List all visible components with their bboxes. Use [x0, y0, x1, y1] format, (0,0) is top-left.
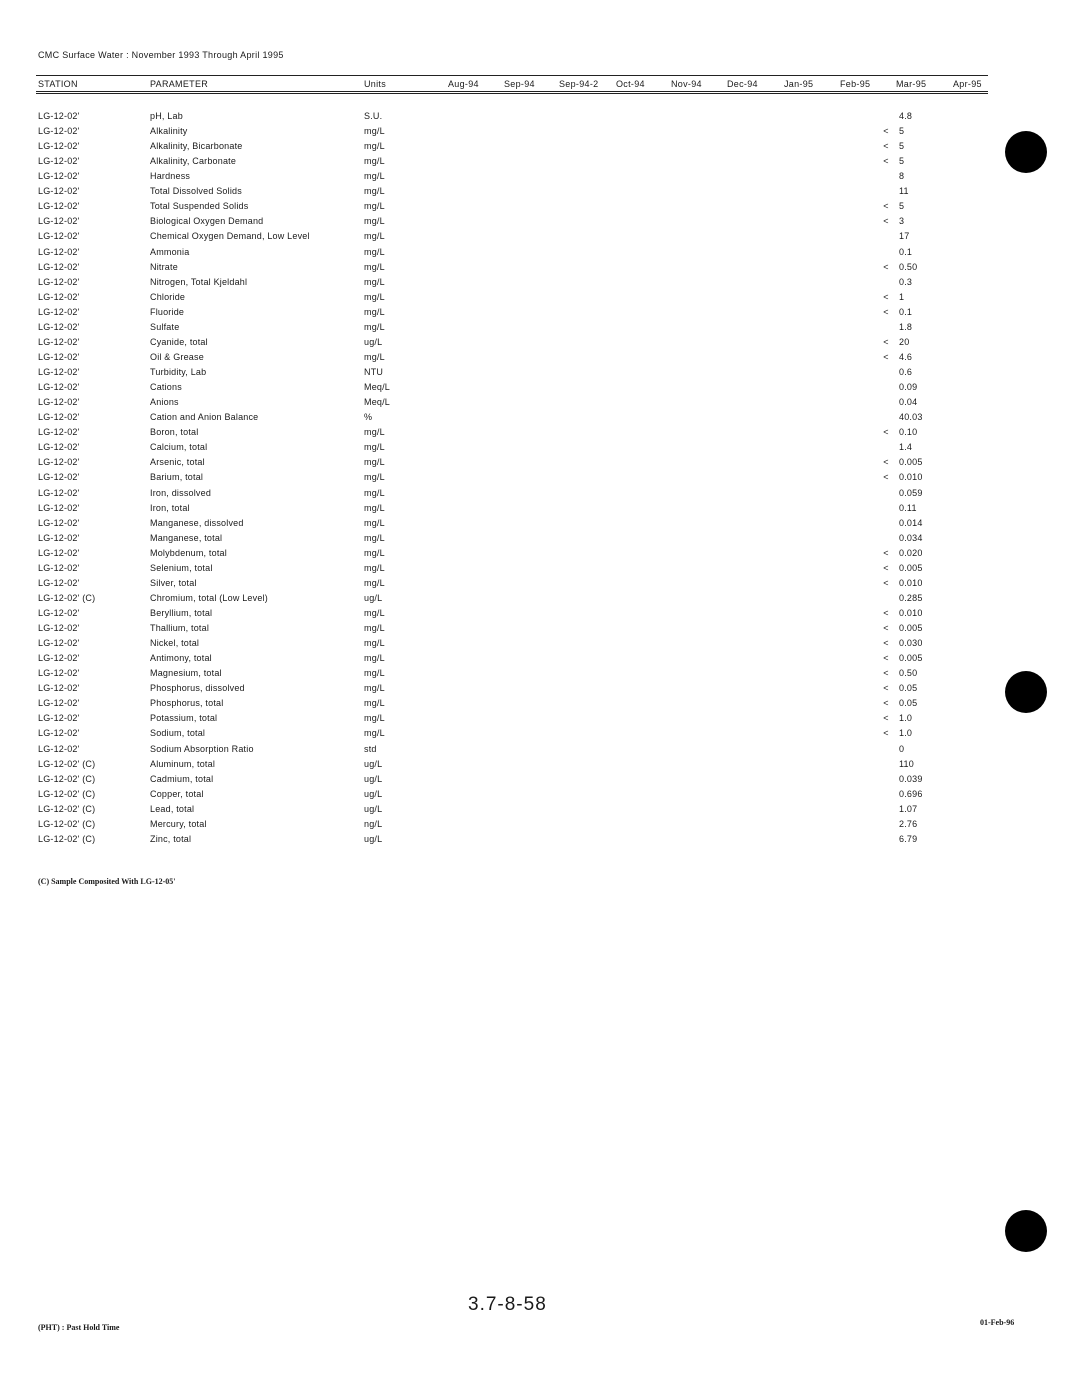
- station-cell: LG-12-02': [38, 638, 80, 649]
- qualifier-cell: <: [883, 156, 889, 167]
- station-cell: LG-12-02': [38, 397, 80, 408]
- units-cell: mg/L: [364, 457, 385, 468]
- qualifier-cell: <: [883, 698, 889, 709]
- value-cell: 0.010: [899, 577, 923, 588]
- units-cell: Meq/L: [364, 382, 391, 393]
- station-cell: LG-12-02': [38, 562, 80, 573]
- units-cell: mg/L: [364, 532, 385, 543]
- parameter-cell: Oil & Grease: [150, 351, 204, 362]
- table-row: [0, 819, 1068, 834]
- units-cell: mg/L: [364, 427, 385, 438]
- qualifier-cell: <: [883, 562, 889, 573]
- station-cell: LG-12-02': [38, 126, 80, 137]
- station-cell: LG-12-02': [38, 728, 80, 739]
- parameter-cell: Boron, total: [150, 427, 199, 438]
- table-row: [0, 488, 1068, 503]
- parameter-cell: Antimony, total: [150, 653, 212, 664]
- qualifier-cell: <: [883, 653, 889, 664]
- units-cell: mg/L: [364, 683, 385, 694]
- parameter-cell: Nitrogen, Total Kjeldahl: [150, 276, 248, 287]
- station-cell: LG-12-02': [38, 427, 80, 438]
- table-row: [0, 518, 1068, 533]
- units-cell: S.U.: [364, 111, 383, 121]
- table-row: [0, 578, 1068, 593]
- header-month: Nov-94: [671, 79, 702, 89]
- header-station: STATION: [38, 79, 78, 89]
- parameter-cell: Cation and Anion Balance: [150, 412, 259, 423]
- table-row: [0, 744, 1068, 759]
- table-row: [0, 668, 1068, 683]
- value-cell: 0.034: [899, 532, 923, 543]
- table-row: [0, 427, 1068, 442]
- parameter-cell: Alkalinity: [150, 126, 188, 137]
- units-cell: mg/L: [364, 728, 385, 739]
- qualifier-cell: <: [883, 291, 889, 302]
- value-cell: 0: [899, 743, 905, 754]
- parameter-cell: Phosphorus, dissolved: [150, 683, 245, 694]
- parameter-cell: Chemical Oxygen Demand, Low Level: [150, 231, 310, 242]
- parameter-cell: Zinc, total: [150, 833, 192, 844]
- station-cell: LG-12-02' (C): [38, 833, 96, 844]
- station-cell: LG-12-02': [38, 457, 80, 468]
- units-cell: mg/L: [364, 502, 385, 513]
- value-cell: 6.79: [899, 833, 918, 844]
- units-cell: mg/L: [364, 713, 385, 724]
- value-cell: 0.005: [899, 653, 923, 664]
- value-cell: 1.4: [899, 442, 913, 453]
- units-cell: mg/L: [364, 623, 385, 634]
- units-cell: mg/L: [364, 186, 385, 197]
- table-row: [0, 171, 1068, 186]
- header-month: Feb-95: [840, 79, 871, 89]
- header-bottom-rule: [36, 91, 988, 92]
- station-cell: LG-12-02': [38, 351, 80, 362]
- parameter-cell: Potassium, total: [150, 713, 218, 724]
- station-cell: LG-12-02': [38, 321, 80, 332]
- qualifier-cell: <: [883, 607, 889, 618]
- units-cell: ug/L: [364, 773, 383, 784]
- station-cell: LG-12-02': [38, 698, 80, 709]
- qualifier-cell: <: [883, 351, 889, 362]
- value-cell: 40.03: [899, 412, 923, 423]
- parameter-cell: Arsenic, total: [150, 457, 205, 468]
- station-cell: LG-12-02': [38, 171, 80, 182]
- header-month: Mar-95: [896, 79, 927, 89]
- parameter-cell: Barium, total: [150, 472, 204, 483]
- units-cell: mg/L: [364, 607, 385, 618]
- header-month: Dec-94: [727, 79, 758, 89]
- binder-hole-icon: [1005, 131, 1047, 173]
- parameter-cell: Chloride: [150, 291, 186, 302]
- units-cell: mg/L: [364, 246, 385, 257]
- value-cell: 0.030: [899, 638, 923, 649]
- units-cell: %: [364, 412, 373, 423]
- value-cell: 0.11: [899, 502, 917, 513]
- value-cell: 5: [899, 126, 905, 137]
- parameter-cell: Copper, total: [150, 788, 204, 799]
- value-cell: 1.0: [899, 713, 913, 724]
- parameter-cell: Magnesium, total: [150, 668, 222, 679]
- station-cell: LG-12-02': [38, 306, 80, 317]
- table-row: [0, 382, 1068, 397]
- parameter-cell: Fluoride: [150, 306, 185, 317]
- value-cell: 0.010: [899, 607, 923, 618]
- value-cell: 0.3: [899, 276, 913, 287]
- value-cell: 11: [899, 186, 909, 197]
- station-cell: LG-12-02': [38, 201, 80, 212]
- parameter-cell: Beryllium, total: [150, 607, 213, 618]
- parameter-cell: Chromium, total (Low Level): [150, 592, 268, 603]
- station-cell: LG-12-02': [38, 623, 80, 634]
- station-cell: LG-12-02': [38, 442, 80, 453]
- parameter-cell: Turbidity, Lab: [150, 367, 207, 378]
- binder-hole-icon: [1005, 1210, 1047, 1252]
- units-cell: mg/L: [364, 562, 385, 573]
- value-cell: 0.05: [899, 698, 918, 709]
- value-cell: 4.6: [899, 351, 913, 362]
- station-cell: LG-12-02' (C): [38, 788, 96, 799]
- parameter-cell: Total Dissolved Solids: [150, 186, 242, 197]
- station-cell: LG-12-02': [38, 231, 80, 242]
- units-cell: mg/L: [364, 171, 385, 182]
- station-cell: LG-12-02': [38, 653, 80, 664]
- qualifier-cell: <: [883, 713, 889, 724]
- parameter-cell: Mercury, total: [150, 818, 207, 829]
- table-row: [0, 277, 1068, 292]
- value-cell: 1: [899, 291, 905, 302]
- table-row: [0, 352, 1068, 367]
- units-cell: mg/L: [364, 472, 385, 483]
- qualifier-cell: <: [883, 427, 889, 438]
- parameter-cell: Alkalinity, Bicarbonate: [150, 141, 243, 152]
- value-cell: 4.8: [899, 111, 913, 121]
- table-row: [0, 201, 1068, 216]
- table-row: [0, 307, 1068, 322]
- qualifier-cell: <: [883, 472, 889, 483]
- value-cell: 0.05: [899, 683, 918, 694]
- value-cell: 0.04: [899, 397, 918, 408]
- station-cell: LG-12-02': [38, 668, 80, 679]
- value-cell: 0.696: [899, 788, 923, 799]
- parameter-cell: Iron, dissolved: [150, 487, 212, 498]
- station-cell: LG-12-02' (C): [38, 592, 96, 603]
- pht-note: (PHT) : Past Hold Time: [38, 1323, 120, 1332]
- parameter-cell: pH, Lab: [150, 111, 183, 121]
- station-cell: LG-12-02': [38, 382, 80, 393]
- units-cell: mg/L: [364, 306, 385, 317]
- table-row: [0, 638, 1068, 653]
- table-row: [0, 472, 1068, 487]
- units-cell: ug/L: [364, 336, 383, 347]
- qualifier-cell: <: [883, 577, 889, 588]
- print-date: 01-Feb-96: [980, 1318, 1015, 1327]
- table-row: [0, 698, 1068, 713]
- parameter-cell: Silver, total: [150, 577, 197, 588]
- qualifier-cell: <: [883, 457, 889, 468]
- qualifier-cell: <: [883, 306, 889, 317]
- units-cell: ug/L: [364, 803, 383, 814]
- station-cell: LG-12-02': [38, 577, 80, 588]
- parameter-cell: Sodium, total: [150, 728, 206, 739]
- value-cell: 0.50: [899, 261, 918, 272]
- table-row: [0, 804, 1068, 819]
- table-row: [0, 653, 1068, 668]
- value-cell: 1.8: [899, 321, 913, 332]
- table-row: [0, 247, 1068, 262]
- qualifier-cell: <: [883, 126, 889, 137]
- value-cell: 0.010: [899, 472, 923, 483]
- units-cell: mg/L: [364, 156, 385, 167]
- station-cell: LG-12-02': [38, 547, 80, 558]
- table-row: [0, 186, 1068, 201]
- units-cell: ng/L: [364, 818, 383, 829]
- station-cell: LG-12-02': [38, 607, 80, 618]
- station-cell: LG-12-02': [38, 216, 80, 227]
- value-cell: 0.020: [899, 547, 923, 558]
- parameter-cell: Aluminum, total: [150, 758, 216, 769]
- qualifier-cell: <: [883, 668, 889, 679]
- table-row: [0, 457, 1068, 472]
- value-cell: 0.10: [899, 427, 918, 438]
- table-row: [0, 759, 1068, 774]
- parameter-cell: Cations: [150, 382, 182, 393]
- value-cell: 5: [899, 201, 905, 212]
- units-cell: Meq/L: [364, 397, 391, 408]
- value-cell: 0.285: [899, 592, 923, 603]
- parameter-cell: Total Suspended Solids: [150, 201, 249, 212]
- units-cell: mg/L: [364, 126, 385, 137]
- qualifier-cell: <: [883, 638, 889, 649]
- units-cell: mg/L: [364, 653, 385, 664]
- table-row: [0, 774, 1068, 789]
- table-row: [0, 412, 1068, 427]
- value-cell: 110: [899, 758, 914, 769]
- header-month: Sep-94-2: [559, 79, 599, 89]
- table-row: [0, 292, 1068, 307]
- header-month: Aug-94: [448, 79, 479, 89]
- units-cell: mg/L: [364, 231, 385, 242]
- station-cell: LG-12-02' (C): [38, 773, 96, 784]
- station-cell: LG-12-02': [38, 156, 80, 167]
- station-cell: LG-12-02': [38, 713, 80, 724]
- table-row: [0, 533, 1068, 548]
- parameter-cell: Nickel, total: [150, 638, 200, 649]
- station-cell: LG-12-02': [38, 291, 80, 302]
- table-row: [0, 834, 1068, 849]
- table-row: [0, 322, 1068, 337]
- parameter-cell: Iron, total: [150, 502, 190, 513]
- qualifier-cell: <: [883, 683, 889, 694]
- units-cell: mg/L: [364, 517, 385, 528]
- parameter-cell: Alkalinity, Carbonate: [150, 156, 237, 167]
- station-cell: LG-12-02' (C): [38, 758, 96, 769]
- units-cell: mg/L: [364, 141, 385, 152]
- binder-hole-icon: [1005, 671, 1047, 713]
- report-title: CMC Surface Water : November 1993 Through April 1995: [38, 50, 284, 60]
- table-row: [0, 593, 1068, 608]
- units-cell: ug/L: [364, 592, 383, 603]
- table-row: [0, 231, 1068, 246]
- units-cell: ug/L: [364, 833, 383, 844]
- parameter-cell: Manganese, dissolved: [150, 517, 244, 528]
- footnote: (C) Sample Composited With LG-12-05': [38, 877, 176, 886]
- table-row: [0, 563, 1068, 578]
- station-cell: LG-12-02': [38, 186, 80, 197]
- value-cell: 0.50: [899, 668, 918, 679]
- parameter-cell: Ammonia: [150, 246, 190, 257]
- parameter-cell: Phosphorus, total: [150, 698, 224, 709]
- header-top-rule: [36, 75, 988, 76]
- qualifier-cell: <: [883, 216, 889, 227]
- value-cell: 5: [899, 156, 905, 167]
- table-row: [0, 608, 1068, 623]
- value-cell: 20: [899, 336, 910, 347]
- parameter-cell: Hardness: [150, 171, 191, 182]
- parameter-cell: Nitrate: [150, 261, 178, 272]
- units-cell: mg/L: [364, 261, 385, 272]
- parameter-cell: Biological Oxygen Demand: [150, 216, 264, 227]
- page-number: 3.7-8-58: [468, 1294, 547, 1315]
- units-cell: mg/L: [364, 698, 385, 709]
- header-month: Jan-95: [784, 79, 814, 89]
- parameter-cell: Lead, total: [150, 803, 195, 814]
- value-cell: 0.09: [899, 382, 918, 393]
- table-row: [0, 713, 1068, 728]
- station-cell: LG-12-02': [38, 487, 80, 498]
- units-cell: std: [364, 743, 377, 754]
- table-row: [0, 397, 1068, 412]
- value-cell: 0.005: [899, 562, 923, 573]
- units-cell: NTU: [364, 367, 384, 378]
- value-cell: 0.039: [899, 773, 923, 784]
- header-month: Oct-94: [616, 79, 645, 89]
- table-row: [0, 503, 1068, 518]
- station-cell: LG-12-02': [38, 743, 80, 754]
- table-row: [0, 789, 1068, 804]
- table-row: [0, 683, 1068, 698]
- station-cell: LG-12-02': [38, 261, 80, 272]
- value-cell: 8: [899, 171, 905, 182]
- table-row: [0, 367, 1068, 382]
- parameter-cell: Selenium, total: [150, 562, 213, 573]
- value-cell: 1.0: [899, 728, 913, 739]
- table-row: [0, 548, 1068, 563]
- station-cell: LG-12-02' (C): [38, 818, 96, 829]
- qualifier-cell: <: [883, 728, 889, 739]
- parameter-cell: Calcium, total: [150, 442, 208, 453]
- header-bottom-rule-double: [36, 93, 988, 94]
- station-cell: LG-12-02': [38, 111, 80, 121]
- station-cell: LG-12-02': [38, 336, 80, 347]
- value-cell: 0.6: [899, 367, 913, 378]
- units-cell: mg/L: [364, 638, 385, 649]
- qualifier-cell: <: [883, 547, 889, 558]
- value-cell: 3: [899, 216, 905, 227]
- parameter-cell: Manganese, total: [150, 532, 223, 543]
- qualifier-cell: <: [883, 336, 889, 347]
- station-cell: LG-12-02': [38, 683, 80, 694]
- value-cell: 1.07: [899, 803, 918, 814]
- value-cell: 0.005: [899, 623, 923, 634]
- table-row: [0, 623, 1068, 638]
- units-cell: mg/L: [364, 201, 385, 212]
- table-row: [0, 126, 1068, 141]
- units-cell: mg/L: [364, 442, 385, 453]
- units-cell: ug/L: [364, 758, 383, 769]
- header-month: Sep-94: [504, 79, 535, 89]
- parameter-cell: Sodium Absorption Ratio: [150, 743, 254, 754]
- parameter-cell: Cadmium, total: [150, 773, 214, 784]
- table-row: [0, 337, 1068, 352]
- units-cell: mg/L: [364, 276, 385, 287]
- station-cell: LG-12-02': [38, 412, 80, 423]
- station-cell: LG-12-02': [38, 246, 80, 257]
- station-cell: LG-12-02': [38, 517, 80, 528]
- value-cell: 0.005: [899, 457, 923, 468]
- table-row: [0, 111, 1068, 126]
- station-cell: LG-12-02': [38, 472, 80, 483]
- qualifier-cell: <: [883, 623, 889, 634]
- parameter-cell: Thallium, total: [150, 623, 210, 634]
- value-cell: 0.1: [899, 246, 913, 257]
- value-cell: 5: [899, 141, 905, 152]
- units-cell: mg/L: [364, 487, 385, 498]
- table-row: [0, 156, 1068, 171]
- parameter-cell: Cyanide, total: [150, 336, 208, 347]
- qualifier-cell: <: [883, 141, 889, 152]
- station-cell: LG-12-02': [38, 502, 80, 513]
- parameter-cell: Sulfate: [150, 321, 180, 332]
- header-units: Units: [364, 79, 387, 89]
- station-cell: LG-12-02': [38, 141, 80, 152]
- qualifier-cell: <: [883, 261, 889, 272]
- value-cell: 0.059: [899, 487, 923, 498]
- value-cell: 0.1: [899, 306, 913, 317]
- units-cell: mg/L: [364, 577, 385, 588]
- table-row: [0, 442, 1068, 457]
- value-cell: 17: [899, 231, 910, 242]
- table-row: [0, 216, 1068, 231]
- table-row: [0, 262, 1068, 277]
- units-cell: ug/L: [364, 788, 383, 799]
- table-row: [0, 728, 1068, 743]
- header-parameter: PARAMETER: [150, 79, 209, 89]
- units-cell: mg/L: [364, 668, 385, 679]
- units-cell: mg/L: [364, 291, 385, 302]
- station-cell: LG-12-02': [38, 276, 80, 287]
- qualifier-cell: <: [883, 201, 889, 212]
- header-month: Apr-95: [953, 79, 982, 89]
- value-cell: 2.76: [899, 818, 918, 829]
- units-cell: mg/L: [364, 216, 385, 227]
- units-cell: mg/L: [364, 321, 385, 332]
- parameter-cell: Molybdenum, total: [150, 547, 227, 558]
- station-cell: LG-12-02': [38, 532, 80, 543]
- station-cell: LG-12-02' (C): [38, 803, 96, 814]
- parameter-cell: Anions: [150, 397, 179, 408]
- value-cell: 0.014: [899, 517, 923, 528]
- table-row: [0, 141, 1068, 156]
- units-cell: mg/L: [364, 547, 385, 558]
- units-cell: mg/L: [364, 351, 385, 362]
- station-cell: LG-12-02': [38, 367, 80, 378]
